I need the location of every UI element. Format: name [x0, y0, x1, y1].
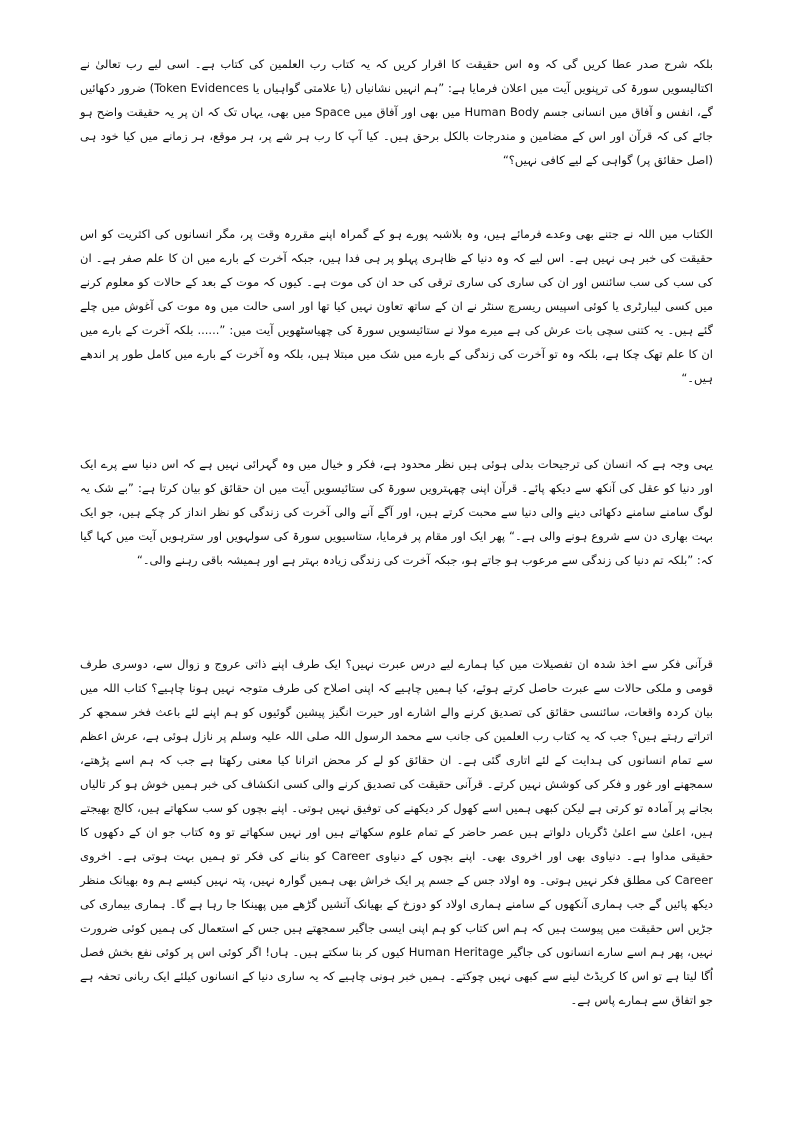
paragraph-1: بلکہ شرح صدر عطا کریں گی کہ وہ اس حقیقت کا اقرار کریں کہ یہ کتاب رب العلمین کی کتاب ہے۔ اسی لیے رب تعالیٰ نے اکتالیسویں سورۃ کی ترپنویں آیت میں اعلان فرمایا ہے: ”ہم انہیں نشانیاں (یا علامتی گواہیاں یا Token Evidences) ضرور دکھائیں گے، انفس و آفاق میں انسانی جسم Human Body میں بھی اور آفاق میں Space میں بھی، یہاں تک کہ ان پر یہ حقیقت واضح ہو جائے کی کہ قرآن اور اس کے مضامین و مندرجات بالکل برحق ہیں۔ کیا آپ کا رب ہر شے پر، ہر موقع، ہر زمانے میں کیا خود ہی (اصل حقائق پر) گواہی کے لیے کافی نہیں؟“ [80, 57, 713, 167]
document-page [80, 52, 713, 1092]
paragraph-3: یہی وجہ ہے کہ انسان کی ترجیحات بدلی ہوئی ہیں نظر محدود ہے، فکر و خیال میں وہ گہرائی نہیں ہے کہ اس دنیا سے پرے ایک اور دنیا کو عقل کی آنکھ سے دیکھ پائے۔ قرآن اپنی چھہترویں سورۃ کی ستائیسویں آیت میں ان حقائق کو بیان کرتا ہے: ”بے شک یہ لوگ سامنے سامنے دکھائی دینے والی دنیا سے محبت کرتے ہیں، اور آگے آنے والی آخرت کی زندگی کو نظر انداز کر چکے ہیں، جو ایک بہت بھاری دن سے شروع ہونے والی ہے۔“ پھر ایک اور مقام پر فرمایا، ستاسیویں سورۃ کی سولہویں اور سترہویں آیت میں کہا گیا کہ: ”بلکہ تم دنیا کی زندگی سے مرعوب ہو جاتے ہو، جبکہ آخرت کی زندگی زیادہ بہتر ہے اور ہمیشہ باقی رہنے والی۔“ [80, 457, 713, 567]
paragraph-4: قرآنی فکر سے اخذ شدہ ان تفصیلات میں کیا ہمارے لیے درس عبرت نہیں؟ ایک طرف اپنے ذاتی عروج و زوال سے، دوسری طرف قومی و ملکی حالات سے عبرت حاصل کرتے ہوئے، کیا ہمیں چاہیے کہ اپنی اصلاح کی طرف متوجہ نہیں ہونا چاہیے؟ کتاب اللہ میں بیان کردہ واقعات، سائنسی حقائق کی تصدیق کرنے والے اشارے اور حیرت انگیز پیشین گوئیوں کو ہم اپنے لئے باعث فخر سمجھ کر اتراتے رہتے ہیں؟ جب کہ یہ کتاب رب العلمین کی جانب سے محمد الرسول اللہ صلی اللہ علیہ وسلم پر نازل ہوئی ہے، عرش اعظم سے تمام انسانوں کی ہدایت کے لئے اتاری گئی ہے۔ ان حقائق کو لے کر محض اترانا کیا معنی رکھتا ہے جب کہ ہم اسے پڑھتے، سمجھنے اور غور و فکر کی کوشش نہیں کرتے۔ قرآنی حقیقت کی تصدیق کرنے والی کسی انکشاف کی خبر ہمیں خوش ہو کر تالیاں بجانے پر آمادہ تو کرتی ہے لیکن کبھی ہمیں اسے کھول کر دیکھنے کی توفیق نہیں ہوتی۔ اپنے بچوں کو سب سکھاتے ہیں، کالج بھیجتے ہیں، اعلیٰ سے اعلیٰ ڈگریاں دلواتے ہیں عصر حاضر کے تمام علوم سکھاتے ہیں اور نہیں سکھاتے تو وہ کتاب جو ان کے دکھوں کا حقیقی مداوا ہے۔ دنیاوی بھی اور اخروی بھی۔ اپنے بچوں کے دنیاوی Career کو بنانے کی فکر تو ہمیں بہت ہوتی ہے۔ اخروی Career کی مطلق فکر نہیں ہوتی۔ وہ اولاد جس کے جسم پر ایک خراش بھی ہمیں گوارہ نہیں، پتہ نہیں کیسے ہم وہ بھیانک منظر دیکھ پائیں گے جب ہماری آنکھوں کے سامنے ہماری اولاد کو دوزخ کے بھیانک آتشیں گڑھے میں پھینکا جا رہا ہے گا۔ ہماری بیماری کی جڑیں اس حقیقت میں پیوست ہیں کہ ہم اس کتاب کو ہم اپنی ایسی جاگیر سمجھتے ہیں جس کے استعمال کی ہمیں کوئی ضرورت نہیں، پھر ہم اسے سارے انسانوں کی جاگیر Human Heritage کیوں کر بنا سکتے ہیں۔ ہاں! اگر کوئی اس پر کوئی نفع بخش فصل اُگا لیتا ہے تو اس کا کریڈٹ لینے سے کبھی نہیں چوکتے۔ ہمیں خبر ہونی چاہیے کہ یہ ساری دنیا کے انسانوں کیلئے ایک ربانی تحفہ ہے جو اتفاق سے ہمارے پاس ہے۔ [80, 657, 713, 1007]
paragraph-2: الکتاب میں اللہ نے جتنے بھی وعدے فرمائے ہیں، وہ بلاشبہ پورے ہو کے گمراہ اپنے مقررہ وقت پر، مگر انسانوں کی اکثریت کو اس حقیقت کی خبر ہی نہیں ہے۔ اس لیے کہ وہ دنیا کے ظاہری پہلو پر ہی فدا ہیں، جبکہ آخرت کے بارے میں ان کا علم صفر ہے۔ ان کی سب کی سب سائنس اور ان کی ساری کی ساری ترقی کی حد ان کی موت ہے۔ کیوں کہ موت کے بعد کے حالات کو معلوم کرنے میں کسی لیبارٹری یا کوئی اسپیس ریسرچ سنٹر نے ان کے ساتھ تعاون نہیں کیا تھا اور اسی حالت میں وہ موت کی آغوش میں چلے گئے ہیں۔ یہ کتنی سچی بات عرش کی ہے میرے مولا نے ستائیسویں سورۃ کی چھیاسٹھویں آیت میں: ”...... بلکہ آخرت کے بارے میں ان کا علم تھک چکا ہے، بلکہ وہ تو آخرت کی زندگی کے بارے میں شک میں مبتلا ہیں، بلکہ وہ آخرت کے بارے میں کامل طور پر اندھے ہیں۔“ [80, 227, 713, 385]
